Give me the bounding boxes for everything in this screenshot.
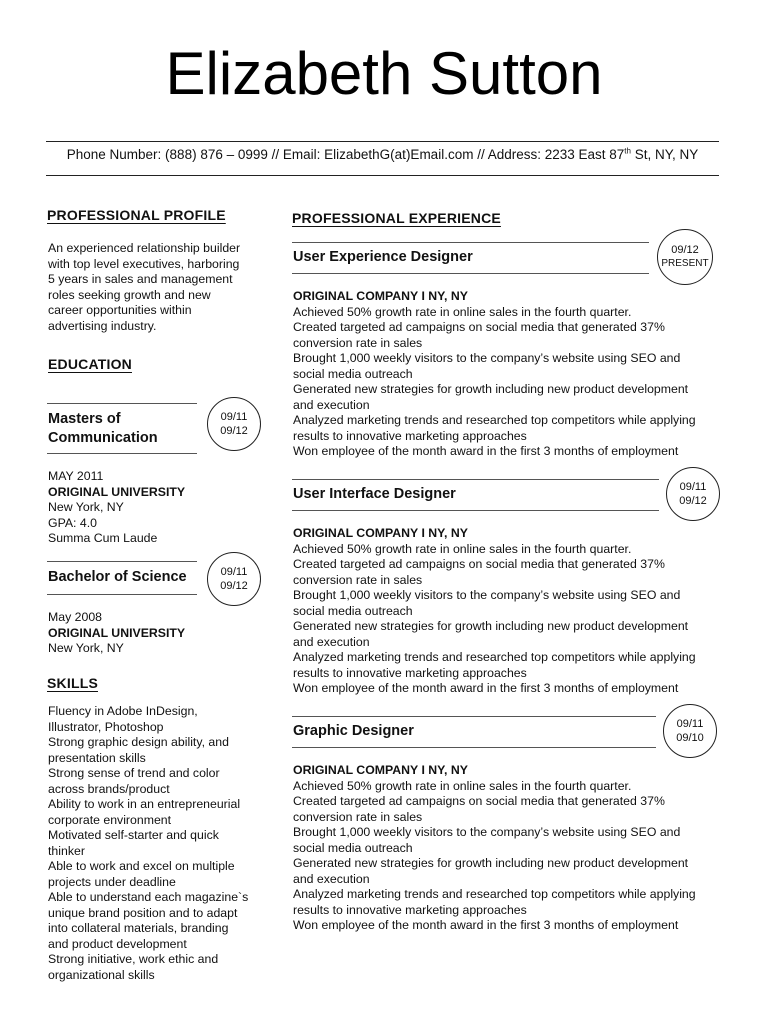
skill-line: Strong initiative, work ethic and bbox=[48, 952, 219, 966]
skill-line: unique brand position and to adapt bbox=[48, 905, 238, 920]
profile-heading: PROFESSIONAL PROFILE bbox=[47, 207, 226, 223]
skill-line: organizational skills bbox=[48, 967, 155, 982]
profile-line: career opportunities within bbox=[48, 303, 192, 317]
date-start: 09/11 bbox=[220, 411, 248, 423]
contact-text-end: St, NY, NY bbox=[630, 147, 699, 162]
skill-line: Strong graphic design ability, and bbox=[48, 735, 229, 749]
job-title: Graphic Designer bbox=[293, 723, 414, 739]
skill-line: across brands/product bbox=[48, 781, 170, 796]
profile-line: An experienced relationship builder bbox=[48, 241, 241, 255]
skill-line: Strong sense of trend and color bbox=[48, 766, 220, 780]
job-company: ORIGINAL COMPANY I NY, NY bbox=[293, 289, 468, 303]
degree-detail: New York, NY bbox=[48, 641, 124, 655]
job-bottom-rule bbox=[292, 747, 656, 748]
degree-bottom-rule bbox=[47, 594, 197, 595]
skill-line: Able to understand each magazine`s bbox=[48, 890, 249, 904]
skill-line: Motivated self-starter and quick bbox=[48, 828, 219, 842]
degree-title-line: Communication bbox=[48, 430, 158, 446]
date-end: 09/12 bbox=[679, 495, 707, 507]
job-details bbox=[293, 289, 696, 460]
job-top-rule bbox=[292, 716, 656, 717]
profile-line: advertising industry. bbox=[48, 318, 157, 333]
contact-top-rule bbox=[46, 141, 719, 142]
job-line: Achieved 50% growth rate in online sales in the fourth quarter. bbox=[293, 778, 632, 793]
job-line: and execution bbox=[293, 634, 370, 649]
date-end: 09/10 bbox=[676, 732, 704, 744]
degree-detail: GPA: 4.0 bbox=[48, 515, 97, 530]
degree-title bbox=[48, 410, 158, 448]
contact-superscript: th bbox=[624, 146, 631, 156]
job-company: ORIGINAL COMPANY I NY, NY bbox=[293, 763, 468, 777]
job-line: Won employee of the month award in the first 3 months of employment bbox=[293, 444, 679, 458]
skill-line: Illustrator, Photoshop bbox=[48, 719, 164, 734]
skill-line: into collateral materials, branding bbox=[48, 921, 229, 935]
degree-top-rule bbox=[47, 561, 197, 562]
degree-details bbox=[48, 610, 185, 657]
contact-bottom-rule bbox=[46, 175, 719, 176]
date-end: 09/12 bbox=[220, 425, 248, 437]
profile-line: with top level executives, harboring bbox=[48, 256, 240, 271]
job-line: Analyzed marketing trends and researched top competitors while applying bbox=[293, 413, 696, 427]
date-circle bbox=[663, 704, 717, 758]
skill-line: Fluency in Adobe InDesign, bbox=[48, 704, 198, 718]
job-line: results to innovative marketing approaches bbox=[293, 902, 527, 917]
date-start: 09/11 bbox=[220, 566, 248, 578]
skills-heading: SKILLS bbox=[47, 675, 98, 691]
profile-text bbox=[48, 241, 240, 334]
skill-line: presentation skills bbox=[48, 750, 146, 765]
job-line: results to innovative marketing approaches bbox=[293, 665, 527, 680]
skill-line: and product development bbox=[48, 936, 187, 951]
job-line: social media outreach bbox=[293, 840, 413, 855]
degree-school: ORIGINAL UNIVERSITY bbox=[48, 484, 186, 499]
job-line: Won employee of the month award in the first 3 months of employment bbox=[293, 681, 679, 695]
degree-title-line: Masters of bbox=[48, 411, 121, 427]
job-line: social media outreach bbox=[293, 603, 413, 618]
job-line: conversion rate in sales bbox=[293, 572, 423, 587]
date-start: 09/11 bbox=[679, 481, 707, 493]
job-line: conversion rate in sales bbox=[293, 335, 423, 350]
experience-heading: PROFESSIONAL EXPERIENCE bbox=[292, 210, 501, 226]
date-end: 09/12 bbox=[220, 580, 248, 592]
job-line: Created targeted ad campaigns on social media that generated 37% bbox=[293, 557, 665, 571]
skills-list bbox=[48, 704, 248, 983]
job-details bbox=[293, 763, 696, 934]
job-line: results to innovative marketing approaches bbox=[293, 428, 527, 443]
job-details bbox=[293, 526, 696, 697]
job-line: Generated new strategies for growth including new product development bbox=[293, 856, 689, 870]
job-line: Analyzed marketing trends and researched top competitors while applying bbox=[293, 650, 696, 664]
job-line: conversion rate in sales bbox=[293, 809, 423, 824]
job-line: Created targeted ad campaigns on social media that generated 37% bbox=[293, 320, 665, 334]
job-line: Won employee of the month award in the first 3 months of employment bbox=[293, 918, 679, 932]
job-line: Generated new strategies for growth including new product development bbox=[293, 382, 689, 396]
degree-title-line: Bachelor of Science bbox=[48, 569, 187, 585]
degree-date: May 2008 bbox=[48, 610, 103, 624]
date-start: 09/12 bbox=[671, 244, 699, 256]
degree-title bbox=[48, 568, 187, 587]
date-start: 09/11 bbox=[676, 718, 704, 730]
job-top-rule bbox=[292, 479, 659, 480]
profile-line: 5 years in sales and management bbox=[48, 272, 233, 286]
job-title: User Experience Designer bbox=[293, 249, 473, 265]
job-line: and execution bbox=[293, 397, 370, 412]
profile-line: roles seeking growth and new bbox=[48, 287, 211, 302]
skill-line: Ability to work in an entrepreneurial bbox=[48, 797, 241, 811]
job-line: Achieved 50% growth rate in online sales in the fourth quarter. bbox=[293, 304, 632, 319]
contact-line bbox=[46, 146, 719, 164]
degree-details bbox=[48, 469, 185, 547]
job-line: Analyzed marketing trends and researched top competitors while applying bbox=[293, 887, 696, 901]
job-line: Brought 1,000 weekly visitors to the company’s website using SEO and bbox=[293, 825, 681, 839]
job-top-rule bbox=[292, 242, 649, 243]
skill-line: thinker bbox=[48, 843, 85, 858]
skill-line: projects under deadline bbox=[48, 874, 176, 889]
degree-date: MAY 2011 bbox=[48, 469, 104, 483]
education-heading: EDUCATION bbox=[48, 356, 132, 372]
date-circle bbox=[207, 552, 261, 606]
degree-top-rule bbox=[47, 403, 197, 404]
job-line: Generated new strategies for growth including new product development bbox=[293, 619, 689, 633]
date-circle bbox=[666, 467, 720, 521]
job-line: social media outreach bbox=[293, 366, 413, 381]
degree-school: ORIGINAL UNIVERSITY bbox=[48, 625, 186, 640]
date-circle bbox=[207, 397, 261, 451]
job-line: and execution bbox=[293, 871, 370, 886]
job-bottom-rule bbox=[292, 510, 659, 511]
job-line: Brought 1,000 weekly visitors to the company’s website using SEO and bbox=[293, 588, 681, 602]
job-line: Achieved 50% growth rate in online sales in the fourth quarter. bbox=[293, 541, 632, 556]
job-bottom-rule bbox=[292, 273, 649, 274]
job-line: Created targeted ad campaigns on social media that generated 37% bbox=[293, 794, 665, 808]
degree-bottom-rule bbox=[47, 453, 197, 454]
contact-text: Phone Number: (888) 876 – 0999 // Email: ElizabethG(at)Email.com // Address: 2233 East 87 bbox=[66, 147, 625, 162]
skill-line: corporate environment bbox=[48, 812, 172, 827]
date-end: PRESENT bbox=[661, 258, 709, 269]
job-line: Brought 1,000 weekly visitors to the company’s website using SEO and bbox=[293, 351, 681, 365]
degree-detail: New York, NY bbox=[48, 500, 124, 514]
degree-detail: Summa Cum Laude bbox=[48, 531, 158, 545]
job-company: ORIGINAL COMPANY I NY, NY bbox=[293, 526, 468, 540]
skill-line: Able to work and excel on multiple bbox=[48, 859, 235, 873]
date-circle bbox=[657, 229, 713, 285]
resume-name: Elizabeth Sutton bbox=[165, 40, 603, 107]
job-title: User Interface Designer bbox=[293, 486, 456, 502]
